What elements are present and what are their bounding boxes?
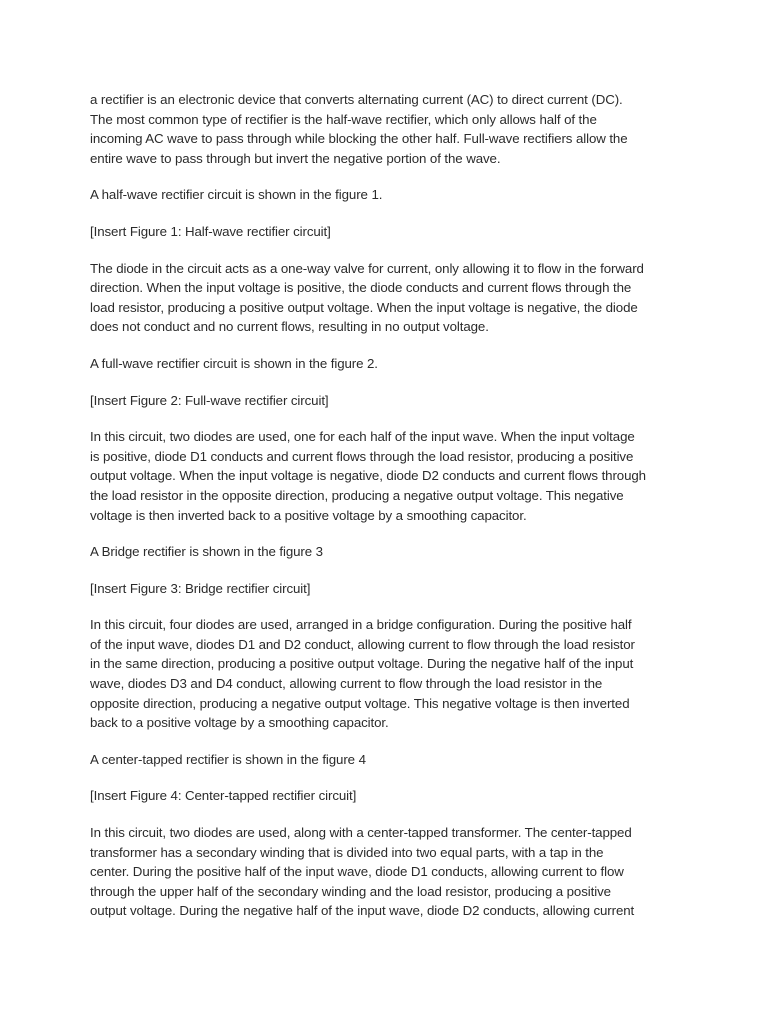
figure-4-placeholder [90,786,690,806]
paragraph-center-tapped-explanation [90,823,690,921]
figure-3-placeholder [90,579,690,599]
paragraph-bridge-caption [90,542,690,562]
text-line: The diode in the circuit acts as a one-way valve for current, only allowing it to flow in the forward [90,260,644,276]
figure-1-placeholder [90,222,690,242]
paragraph-full-wave-explanation [90,427,690,525]
text-line: A full-wave rectifier circuit is shown in the figure 2. [90,355,378,371]
text-line: A Bridge rectifier is shown in the figure 3 [90,544,323,560]
figure-2-placeholder [90,391,690,411]
text-line: The most common type of rectifier is the half-wave rectifier, which only allows half of the [90,111,597,127]
text-line: transformer has a secondary winding that is divided into two equal parts, with a tap in the [90,844,604,860]
paragraph-full-wave-caption [90,354,690,374]
text-line: load resistor, producing a positive output voltage. When the input voltage is negative, the diode [90,299,638,315]
paragraph-bridge-explanation [90,615,690,733]
text-line: wave, diodes D3 and D4 conduct, allowing current to flow through the load resistor in the [90,676,603,692]
text-line: does not conduct and no current flows, resulting in no output voltage. [90,319,489,335]
text-line: the load resistor in the opposite direction, producing a negative output voltage. This negative [90,487,624,503]
text-line: is positive, diode D1 conducts and current flows through the load resistor, producing a positive [90,448,634,464]
text-line: In this circuit, two diodes are used, one for each half of the input wave. When the input voltage [90,429,635,445]
text-line: opposite direction, producing a negative output voltage. This negative voltage is then inverted [90,695,630,711]
text-line: output voltage. During the negative half of the input wave, diode D2 conducts, allowing current [90,903,635,919]
document-page [90,90,690,938]
text-line: In this circuit, two diodes are used, along with a center-tapped transformer. The center-tapped [90,825,632,841]
text-line: [Insert Figure 1: Half-wave rectifier circuit] [90,223,331,239]
paragraph-center-tapped-caption [90,750,690,770]
paragraph-half-wave-explanation [90,259,690,337]
text-line: through the upper half of the secondary winding and the load resistor, producing a positive [90,883,611,899]
text-line: [Insert Figure 4: Center-tapped rectifier circuit] [90,788,357,804]
text-line: incoming AC wave to pass through while blocking the other half. Full-wave rectifiers allow the [90,131,628,147]
text-line: [Insert Figure 2: Full-wave rectifier circuit] [90,392,329,408]
text-line: of the input wave, diodes D1 and D2 conduct, allowing current to flow through the load resistor [90,636,635,652]
text-line: a rectifier is an electronic device that converts alternating current (AC) to direct current (DC). [90,92,623,107]
text-line: [Insert Figure 3: Bridge rectifier circuit] [90,580,311,596]
text-line: center. During the positive half of the input wave, diode D1 conducts, allowing current to flow [90,864,624,880]
text-line: back to a positive voltage by a smoothing capacitor. [90,715,389,731]
text-line: in the same direction, producing a positive output voltage. During the negative half of the input [90,656,634,672]
text-line: A half-wave rectifier circuit is shown in the figure 1. [90,187,383,203]
text-line: output voltage. When the input voltage is negative, diode D2 conducts and current flows through [90,468,646,484]
paragraph-intro [90,90,690,168]
text-line: voltage is then inverted back to a positive voltage by a smoothing capacitor. [90,507,527,523]
paragraph-half-wave-caption [90,185,690,205]
text-line: direction. When the input voltage is positive, the diode conducts and current flows through the [90,280,632,296]
text-line: entire wave to pass through but invert the negative portion of the wave. [90,150,501,166]
text-line: A center-tapped rectifier is shown in the figure 4 [90,751,366,767]
text-line: In this circuit, four diodes are used, arranged in a bridge configuration. During the positive half [90,617,632,633]
